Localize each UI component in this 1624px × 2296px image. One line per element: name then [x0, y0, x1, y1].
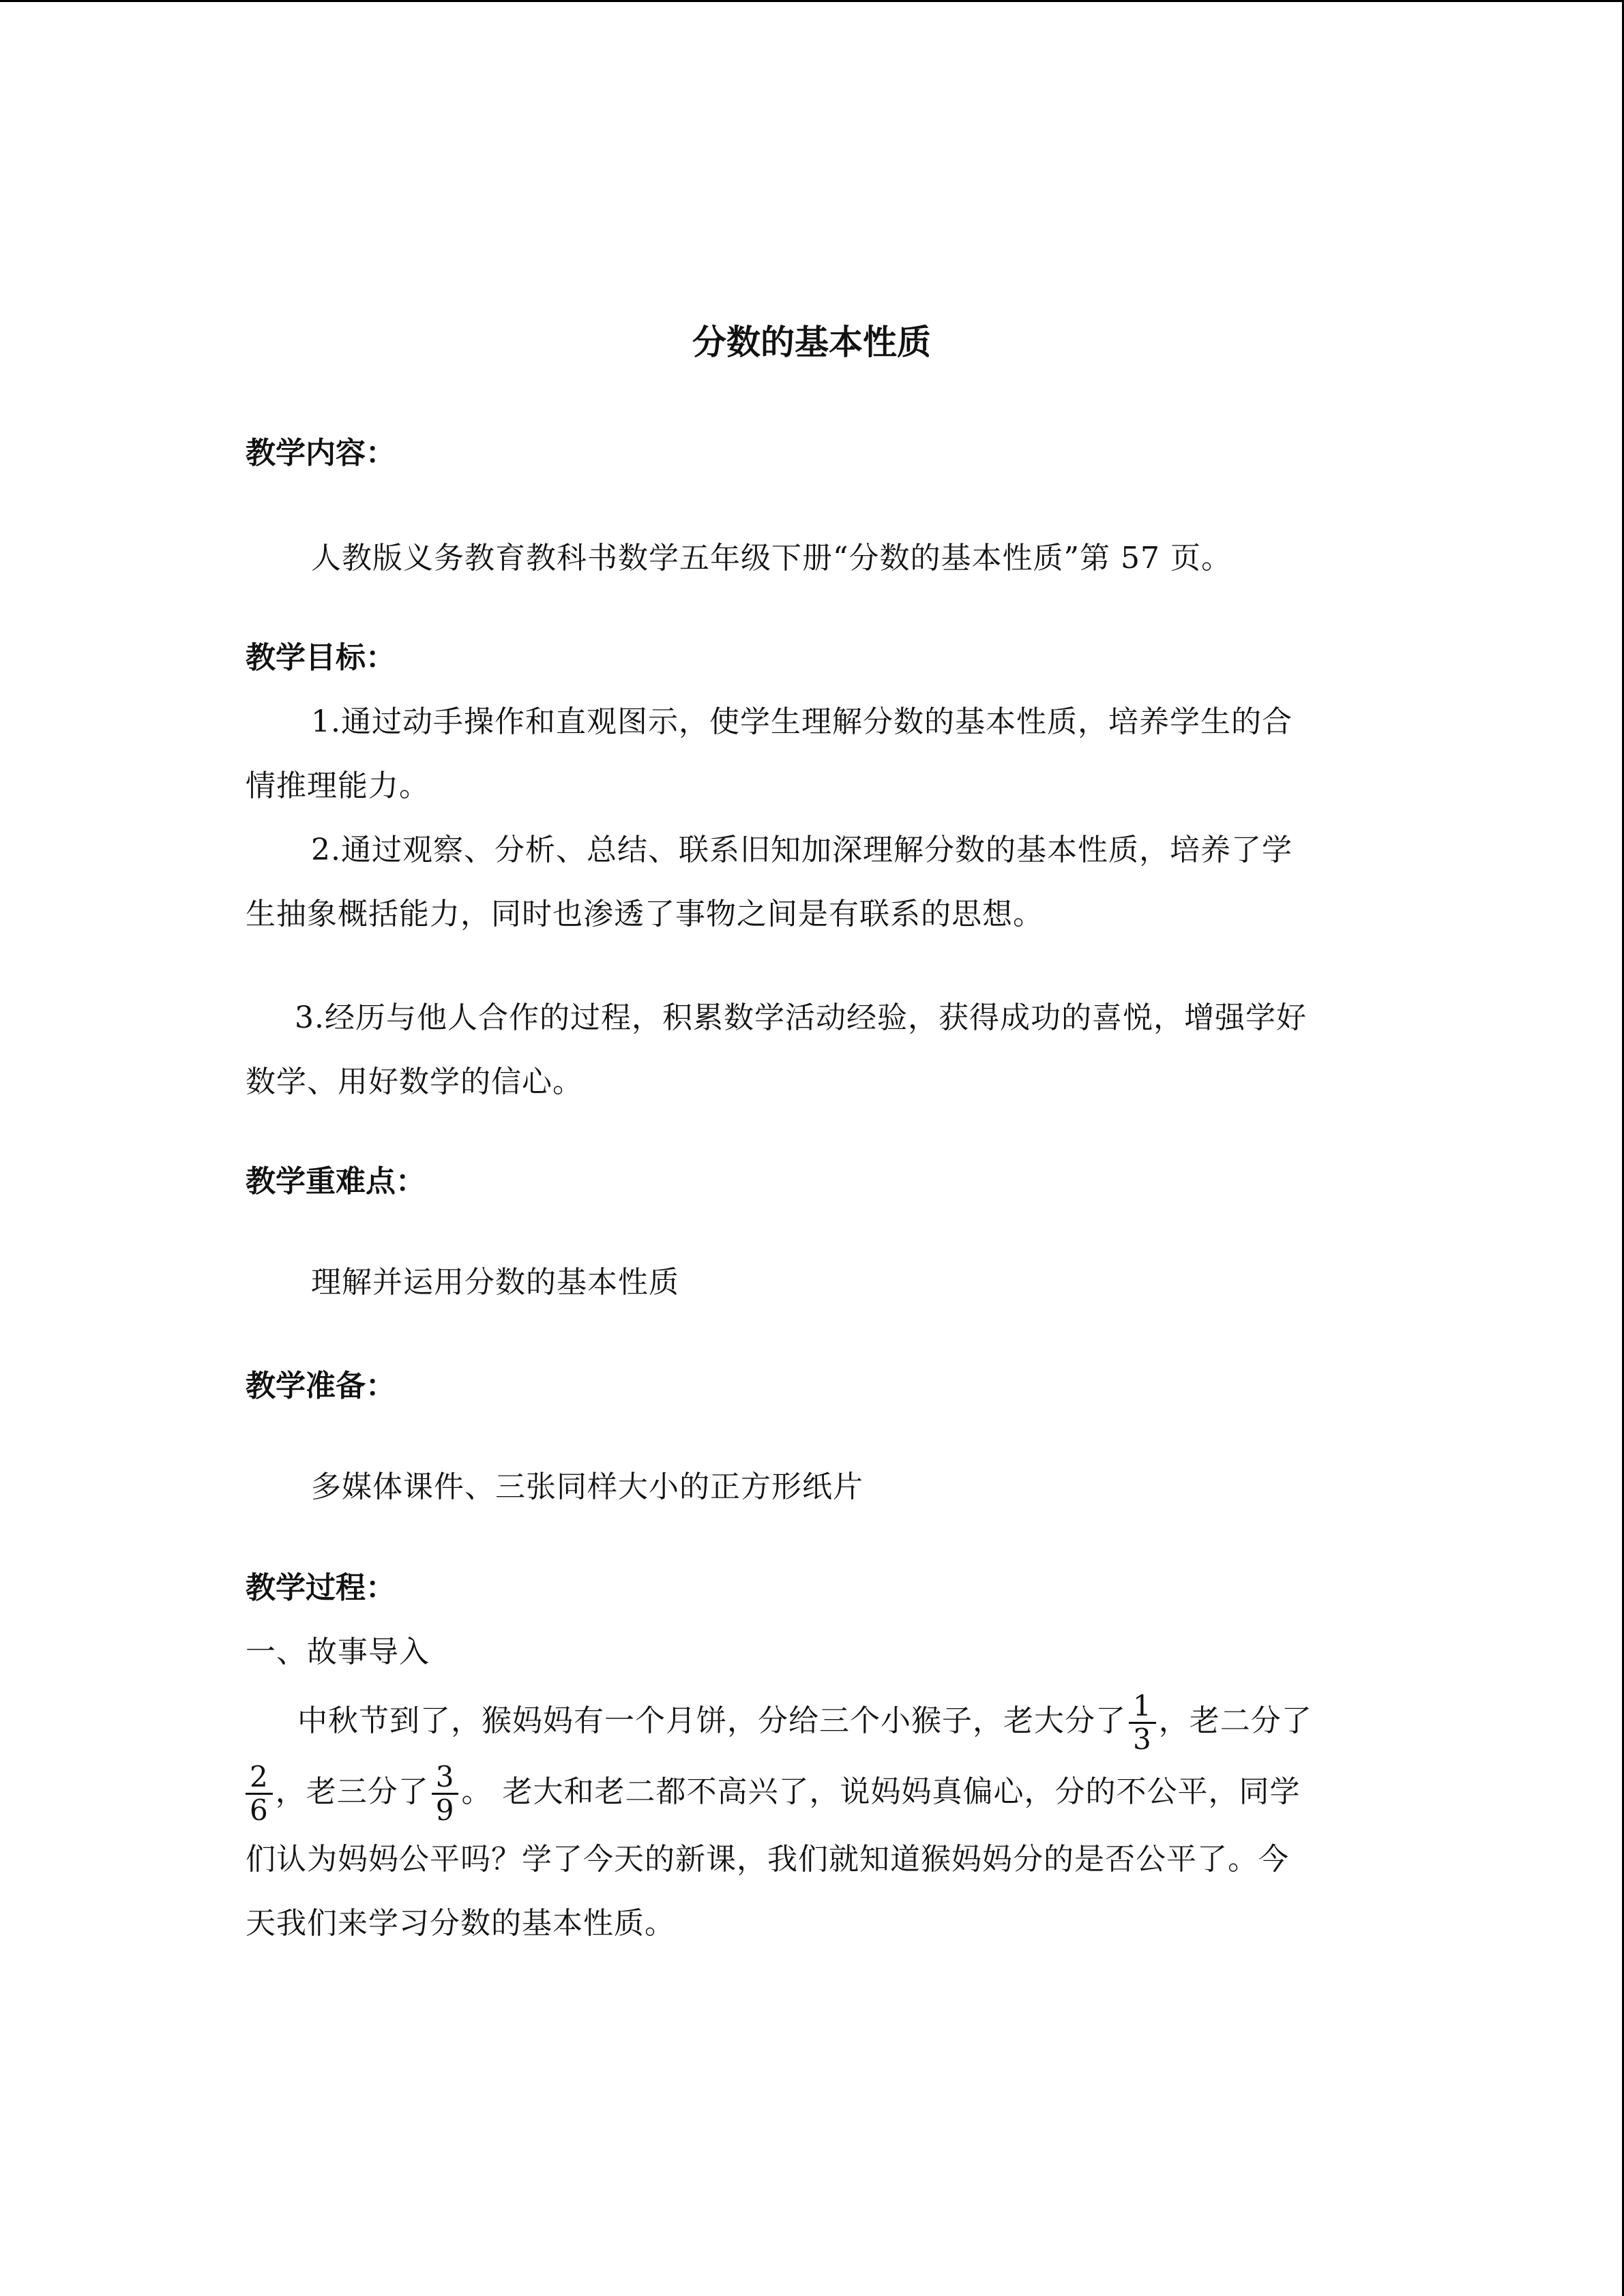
fraction-1-numerator: 1	[1133, 1689, 1152, 1723]
key-points-text: 理解并运用分数的基本性质	[311, 1265, 679, 1300]
story-line-4: 天我们来学习分数的基本性质。	[246, 1906, 675, 1941]
preparation-text: 多媒体课件、三张同样大小的正方形纸片	[311, 1470, 863, 1504]
heading-preparation: 教学准备：	[246, 1369, 396, 1403]
story-text-part-2: ，老二分了	[1158, 1703, 1312, 1738]
story-line-2	[246, 1757, 1378, 1828]
fraction-three-ninths	[432, 1761, 459, 1826]
heading-key-points: 教学重难点：	[246, 1164, 426, 1199]
fraction-3-denominator: 9	[432, 1793, 459, 1826]
story-line-3: 们认为妈妈公平吗？学了今天的新课，我们就知道猴妈妈分的是否公平了。今	[246, 1842, 1289, 1877]
goal-item-2	[246, 818, 1378, 946]
goal-item-1	[246, 690, 1378, 818]
fraction-2-numerator: 2	[250, 1760, 269, 1793]
fraction-two-sixths	[246, 1761, 273, 1826]
heading-process: 教学过程：	[246, 1570, 396, 1605]
fraction-2-denominator: 6	[246, 1793, 273, 1826]
fraction-one-third	[1129, 1690, 1156, 1755]
story-text-part-3: ，老三分了	[275, 1774, 429, 1809]
heading-content: 教学内容：	[246, 436, 396, 471]
story-text-part-1: 中秋节到了，猴妈妈有一个月饼，分给三个小猴子，老大分了	[297, 1703, 1126, 1738]
goal-item-2-line-1: 2.通过观察、分析、总结、联系旧知加深理解分数的基本性质，培养了学	[311, 833, 1293, 867]
goal-item-1-line-1: 1.通过动手操作和直观图示，使学生理解分数的基本性质，培养学生的合	[311, 704, 1293, 739]
top-border-line	[0, 0, 1624, 2]
story-text-part-4: 。 老大和老二都不高兴了，说妈妈真偏心，分的不公平，同学	[461, 1774, 1301, 1809]
fraction-3-numerator: 3	[435, 1760, 455, 1793]
process-subheading: 一、故事导入	[246, 1635, 430, 1669]
story-paragraph	[246, 1686, 1378, 1956]
story-line-1	[246, 1686, 1378, 1757]
goal-item-3-line-2: 数学、用好数学的信心。	[246, 1064, 583, 1099]
content-text: 人教版义务教育教科书数学五年级下册“分数的基本性质”第 57 页。	[311, 541, 1232, 576]
document-title: 分数的基本性质	[692, 323, 931, 362]
goal-item-1-line-2: 情推理能力。	[246, 769, 430, 803]
goal-item-2-line-2: 生抽象概括能力，同时也渗透了事物之间是有联系的思想。	[246, 897, 1044, 931]
fraction-1-denominator: 3	[1129, 1722, 1156, 1755]
heading-goals: 教学目标：	[246, 640, 396, 675]
goal-item-3-line-1: 3.经历与他人合作的过程，积累数学活动经验，获得成功的喜悦，增强学好	[295, 1000, 1307, 1035]
goal-item-3	[246, 986, 1378, 1114]
